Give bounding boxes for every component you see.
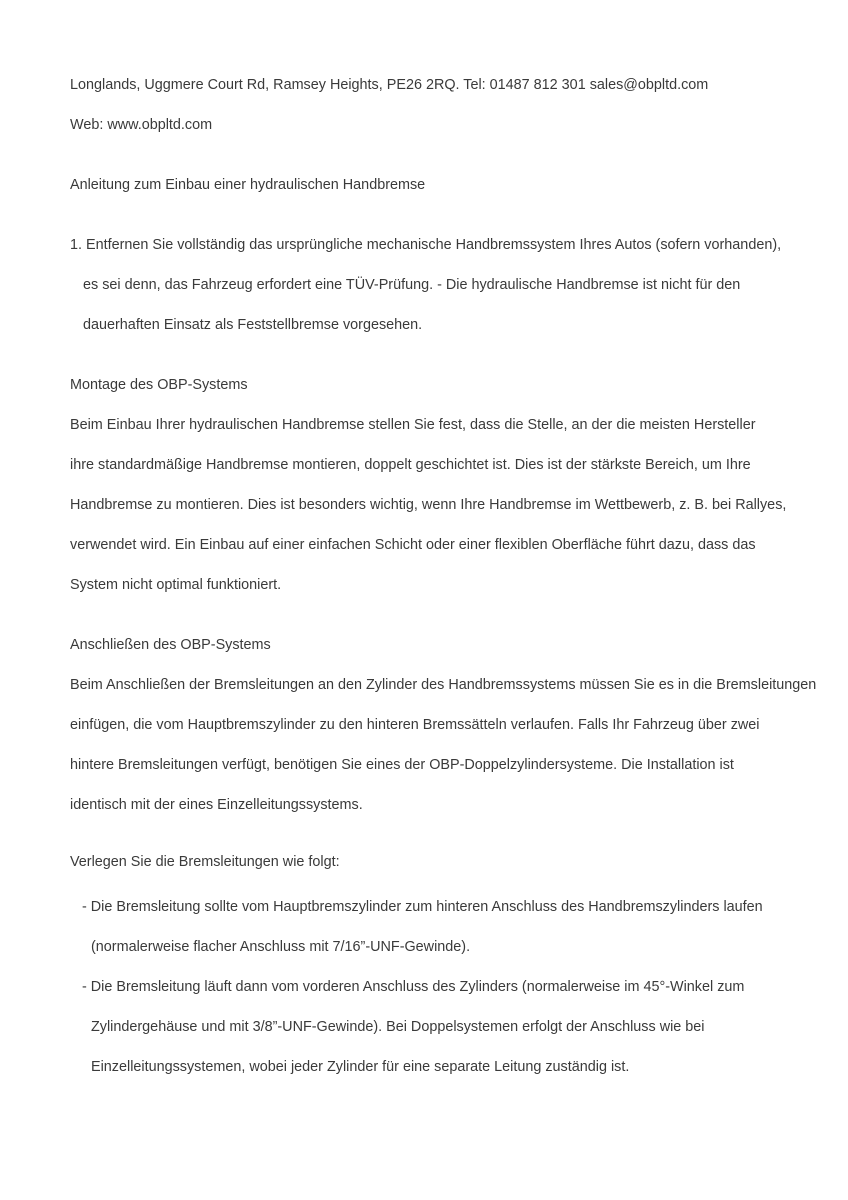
montage-line-2: ihre standardmäßige Handbremse montieren, doppelt geschichtet ist. Dies ist der stärkste Bereich, um Ihre [70,457,751,473]
document-title: Anleitung zum Einbau einer hydraulischen Handbremse [70,177,426,193]
verlegen-bullet2-line-1: - Die Bremsleitung läuft dann vom vorderen Anschluss des Zylinders (normalerweise im 45°-Winkel zum [82,979,745,995]
header-web-line: Web: www.obpltd.com [70,117,213,133]
verlegen-bullet1-line-2: (normalerweise flacher Anschluss mit 7/16”-UNF-Gewinde). [91,939,471,955]
verlegen-bullet2-line-3: Einzelleitungssystemen, wobei jeder Zylinder für eine separate Leitung zuständig ist. [91,1059,630,1075]
anschliessen-section-heading: Anschließen des OBP-Systems [70,637,271,653]
verlegen-intro: Verlegen Sie die Bremsleitungen wie folgt: [70,854,340,870]
montage-line-1: Beim Einbau Ihrer hydraulischen Handbremse stellen Sie fest, dass die Stelle, an der die meisten Hersteller [70,417,756,433]
verlegen-bullet1-line-1: - Die Bremsleitung sollte vom Hauptbremszylinder zum hinteren Anschluss des Handbremszylinders laufen [82,899,763,915]
anschliessen-line-2: einfügen, die vom Hauptbremszylinder zu den hinteren Bremssätteln verlaufen. Falls Ihr Fahrzeug über zwei [70,717,760,733]
montage-line-5: System nicht optimal funktioniert. [70,577,282,593]
step1-line-3: dauerhaften Einsatz als Feststellbremse vorgesehen. [83,317,423,333]
verlegen-bullet2-line-2: Zylindergehäuse und mit 3/8”-UNF-Gewinde). Bei Doppelsystemen erfolgt der Anschluss wie bei [91,1019,705,1035]
header-address-line: Longlands, Uggmere Court Rd, Ramsey Heights, PE26 2RQ. Tel: 01487 812 301 sales@obpltd.com [70,77,709,93]
montage-line-3: Handbremse zu montieren. Dies ist besonders wichtig, wenn Ihre Handbremse im Wettbewerb, z. B. bei Rallyes, [70,497,787,513]
step1-line-1: 1. Entfernen Sie vollständig das ursprüngliche mechanische Handbremssystem Ihres Autos (sofern vorhanden), [70,237,782,253]
anschliessen-line-4: identisch mit der eines Einzelleitungssystems. [70,797,363,813]
montage-section-heading: Montage des OBP-Systems [70,377,248,393]
anschliessen-line-3: hintere Bremsleitungen verfügt, benötigen Sie eines der OBP-Doppelzylindersysteme. Die Installation ist [70,757,734,773]
anschliessen-line-1: Beim Anschließen der Bremsleitungen an den Zylinder des Handbremssystems müssen Sie es in die Bremsleitungen [70,677,817,693]
montage-line-4: verwendet wird. Ein Einbau auf einer einfachen Schicht oder einer flexiblen Oberfläche führt dazu, dass das [70,537,756,553]
step1-line-2: es sei denn, das Fahrzeug erfordert eine TÜV-Prüfung. - Die hydraulische Handbremse ist nicht für den [83,277,741,293]
